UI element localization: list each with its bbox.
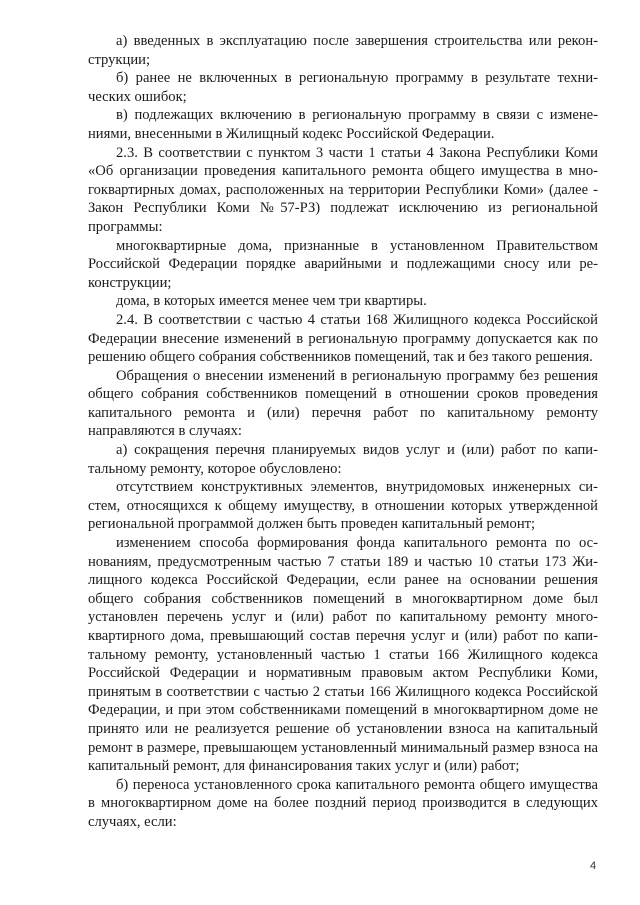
paragraph-b-not-included: б) ранее не включенных в региональную программу в результате технических ошибок; xyxy=(88,70,598,105)
paragraph-fund-method-change: изменением способа формирования фонда капитального ремонта по основаниям, предусмотренным частью 7 статьи 189 и частью 10 статьи 173 Жилищного кодекса Российской Федерации, если ранее на основании решения общего собрания собственников помещений в многоквартирном доме был установлен перечень услуг и (или) работ по капитальному ремонту многоквартирного дома, превышающий состав перечня услуг и (или) работ по капитальному ремонту, установленный частью 1 статьи 166 Жилищного кодекса Российской Федерации и нормативным правовым актом Республики Коми, принятым в соответствии с частью 2 статьи 166 Жилищного кодекса Российской Федерации, и при этом собственниками помещений в многоквартирном доме не принято или не реализуется решение об установлении взноса на капитальный ремонт в размере, превышающем установленный минимальный размер взноса на капитальный ремонт, для финансирования таких услуг и (или) работ; xyxy=(88,535,598,775)
paragraph-2-4: 2.4. В соответствии с частью 4 статьи 168 Жилищного кодекса Российской Федерации внесение изменений в региональную программу допускается как по решению общего собрания собственников помещений, так и без такого решения. xyxy=(88,311,598,366)
paragraph-2-3: 2.3. В соответствии с пунктом 3 части 1 статьи 4 Закона Республики Коми «Об организации проведения капитального ремонта общего имущества в многоквартирных домах, расположенных на территории Республики Коми» (далее - Закон Республики Коми №57-РЗ) подлежат исключению из региональной программы: xyxy=(88,144,598,235)
paragraph-requests: Обращения о внесении изменений в региональную программу без решения общего собрания собственников помещений в отношении сроков проведения капитального ремонта и (или) перечня работ по капитальному ремонту направляются в случаях: xyxy=(88,367,598,440)
paragraph-absence-elements: отсутствием конструктивных элементов, внутридомовых инженерных систем, относящихся к общему имуществу, в отношении которых утвержденной региональной программой должен быть проведен капитальный ремонт; xyxy=(88,479,598,533)
paragraph-fewer-than-three-apartments: дома, в которых имеется менее чем три квартиры. xyxy=(116,293,427,310)
paragraph-b-postponement: б) переноса установленного срока капитального ремонта общего имущества в многоквартирном доме на более поздний период производится в следующих случаях, если: xyxy=(88,776,598,830)
paragraph-a-reduction: а) сокращения перечня планируемых видов услуг и (или) работ по капитальному ремонту, которое обусловлено: xyxy=(88,442,598,477)
paragraph-v-code-changes: в) подлежащих включению в региональную программу в связи с изменениями, внесенными в Жилищный кодекс Российской Федерации. xyxy=(88,107,598,142)
body-text xyxy=(88,32,598,832)
paragraph-a-commissioned: а) введенных в эксплуатацию после завершения строительства или реконструкции; xyxy=(88,33,598,68)
paragraph-emergency-houses: многоквартирные дома, признанные в установленном Правительством Российской Федерации порядке аварийными и подлежащими сносу или реконструкции; xyxy=(88,237,598,291)
page-number: 4 xyxy=(590,860,597,872)
